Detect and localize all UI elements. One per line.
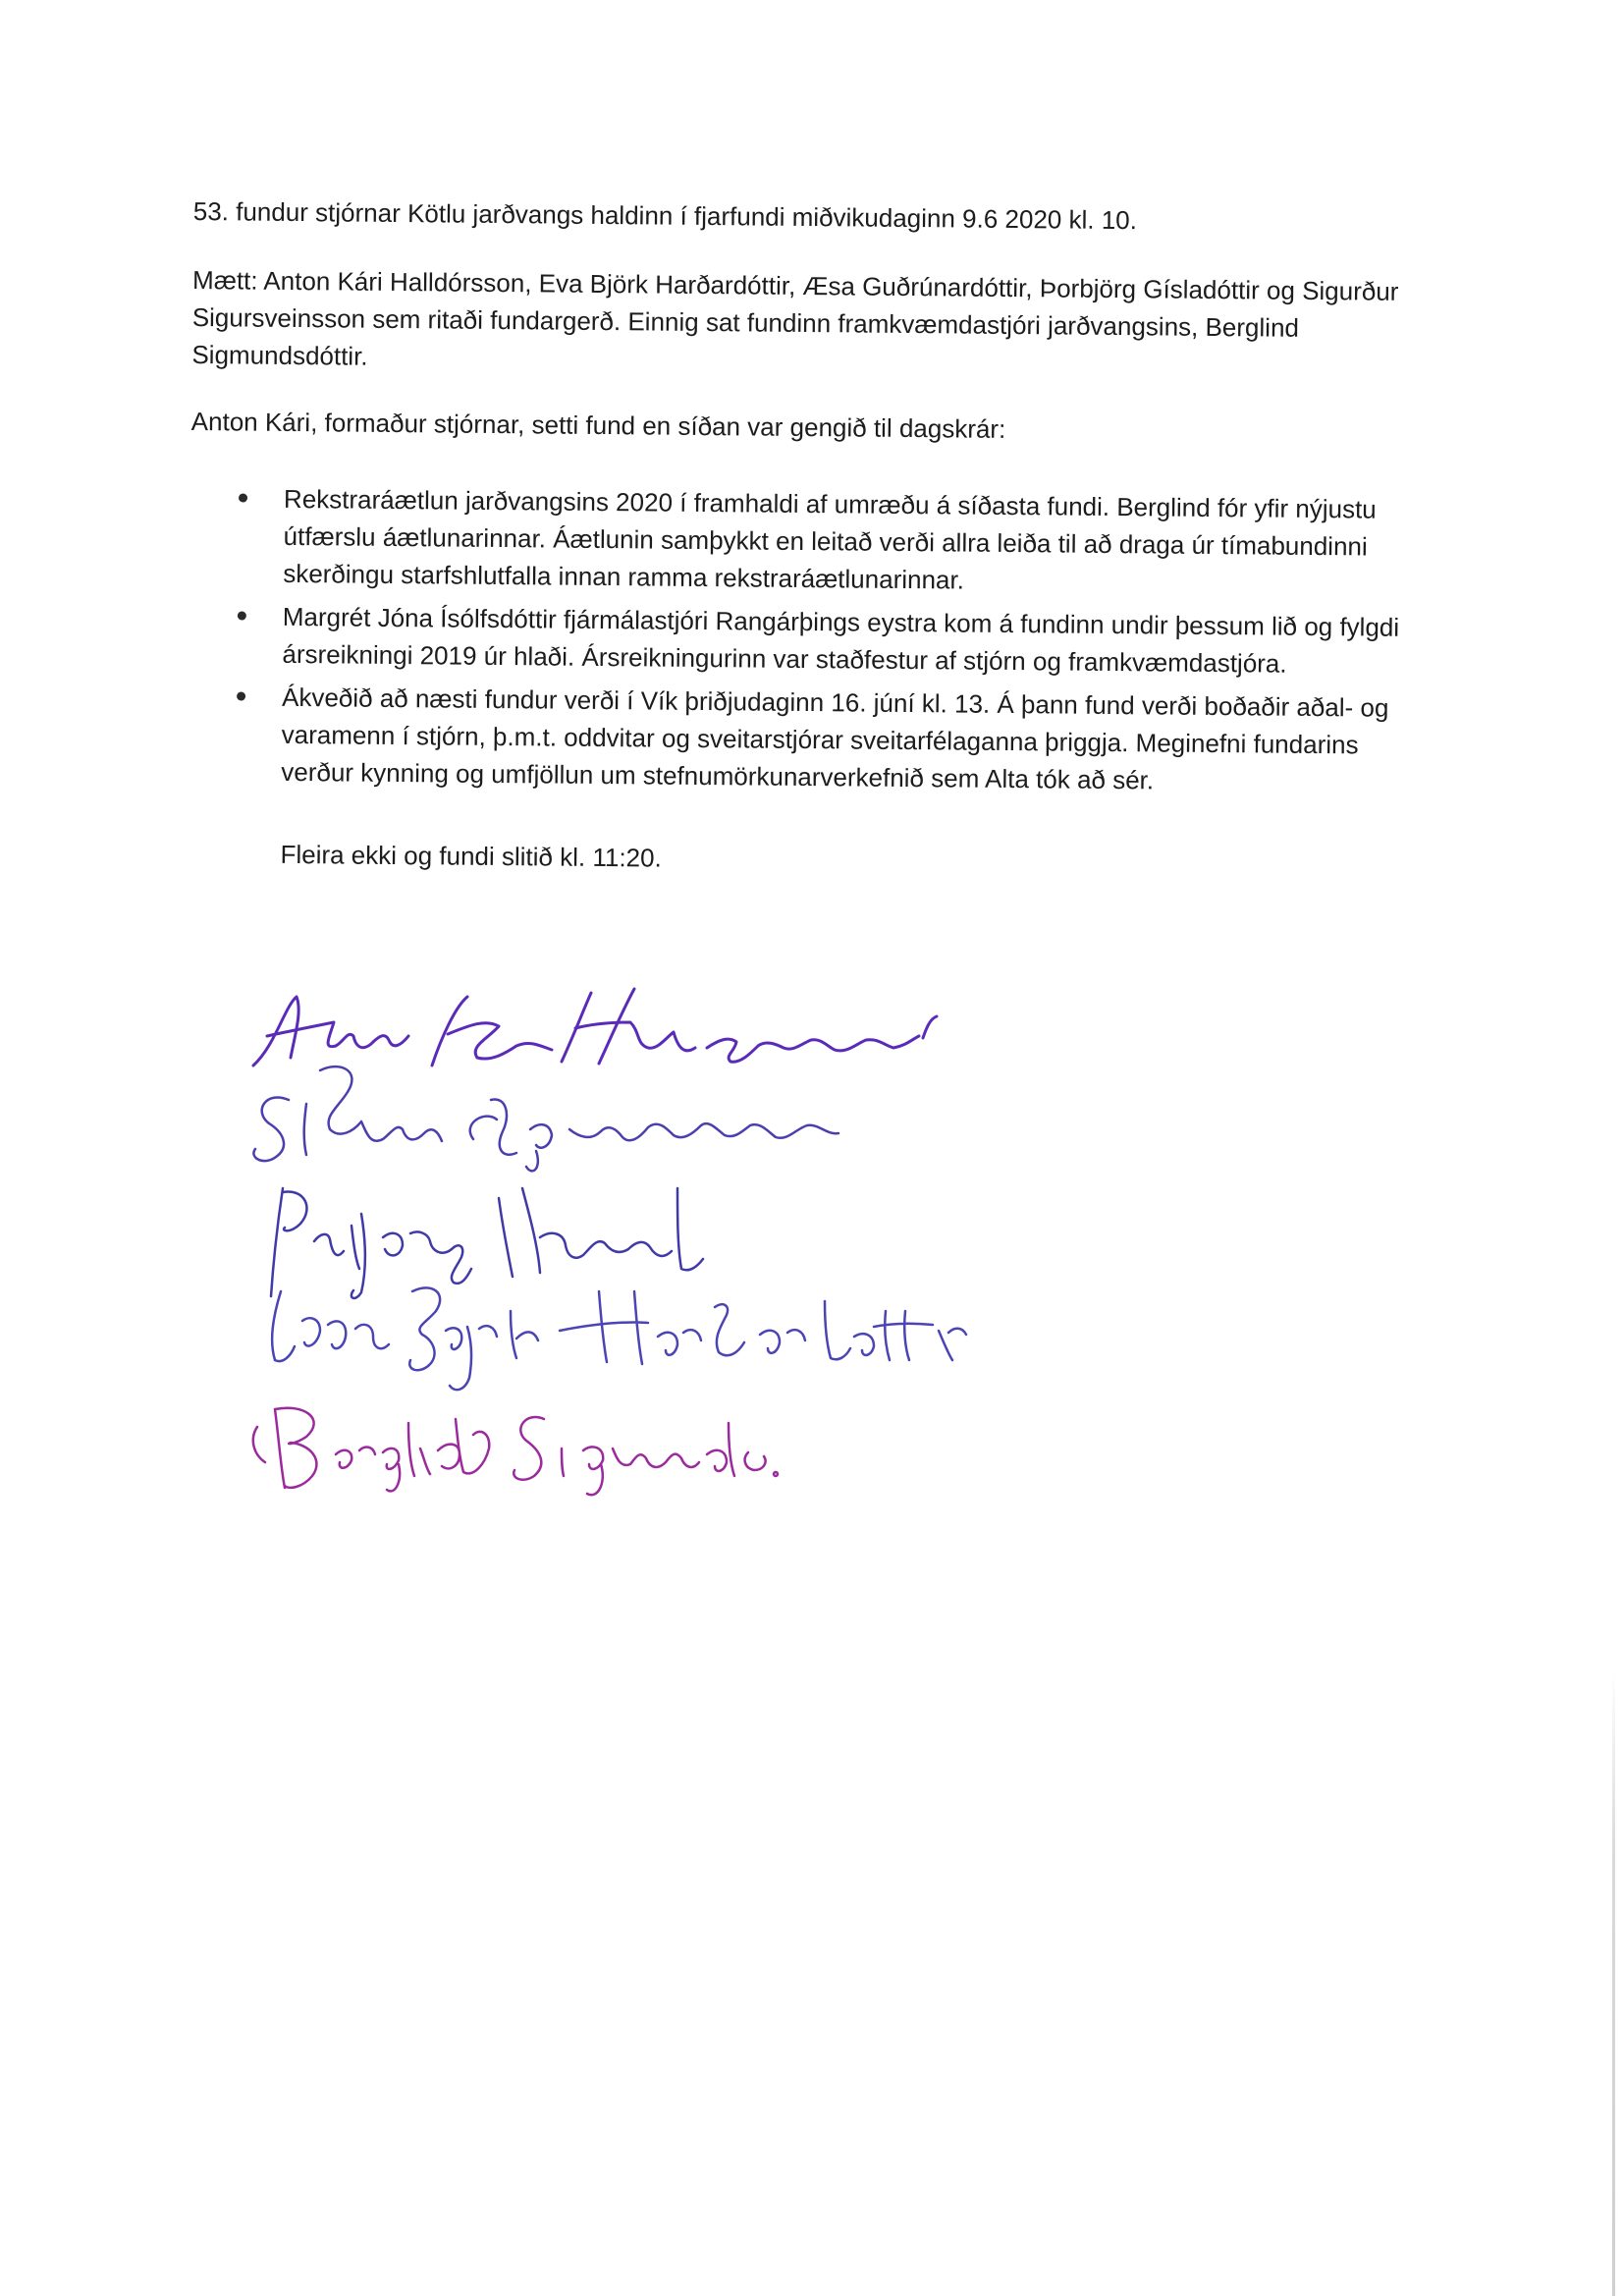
agenda-item-text: Rekstraráætlun jarðvangsins 2020 í framhaldi af umræðu á síðasta fundi. Berglind fór yfir nýjustu útfærslu áætlunarinnar. Áætlunin samþykkt en leitað verði allra leiða til að draga úr tímabundinni skerðingu starfshlutfalla innan ramma rekstraráætlunarinnar. — [283, 483, 1377, 595]
agenda-item — [282, 598, 1436, 683]
signature-berglind — [245, 1380, 1051, 1507]
meeting-heading: 53. fundur stjórnar Kötlu jarðvangs haldinn í fjarfundi miðvikudaginn 9.6 2020 kl. 10. — [192, 195, 1138, 236]
scan-edge-shadow — [1612, 1669, 1615, 2296]
signature-anton-drawing — [245, 967, 1051, 1075]
agenda-item — [283, 480, 1437, 603]
signature-sigurdur — [245, 1061, 1051, 1178]
agenda-item — [281, 679, 1435, 801]
bullet-icon — [239, 493, 247, 502]
agenda-item-text: Margrét Jóna Ísólfsdóttir fjármálastjóri Rangárþings eystra kom á fundinn undir þessum lið og fylgdi ársreikningi 2019 úr hlaði. Ársreikningurinn var staðfestur af stjórn og framkvæmdastjóra. — [282, 601, 1400, 679]
signature-anton — [245, 967, 1051, 1075]
signature-berglind-drawing — [245, 1380, 1051, 1507]
agenda-item-text: Ákveðið að næsti fundur verði í Vík þriðjudaginn 16. júní kl. 13. Á þann fund verði boðaðir aðal- og varamenn í stjórn, þ.m.t. oddvitar og sveitarstjórar sveitarfélaganna þriggja. Meginefni fundarins verður kynning og umfjöllun um stefnumörkunarverkefnið sem Alta tók að sér. — [281, 682, 1389, 795]
agenda-list — [188, 479, 1437, 801]
closing-line: Fleira ekki og fundi slitið kl. 11:20. — [280, 839, 662, 873]
bullet-icon — [237, 691, 245, 700]
bullet-icon — [238, 611, 246, 620]
opening-paragraph: Anton Kári, formaður stjórnar, setti fund en síðan var gengið til dagskrár: — [190, 406, 1006, 444]
signature-block — [245, 967, 1051, 1517]
minutes-body — [187, 192, 1440, 884]
signature-eva-drawing — [245, 1262, 1051, 1399]
signature-sigurdur-drawing — [245, 1061, 1051, 1178]
attendance-paragraph: Mætt: Anton Kári Halldórsson, Eva Björk Harðardóttir, Æsa Guðrúnardóttir, Þorbjörg Gísladóttir og Sigurður Sigursveinsson sem ritaði fundargerð. Einnig sat fundinn framkvæmdastjóri jarðvangsins, Berglind Sigmundsdóttir. — [191, 264, 1399, 371]
signature-eva — [245, 1262, 1051, 1399]
